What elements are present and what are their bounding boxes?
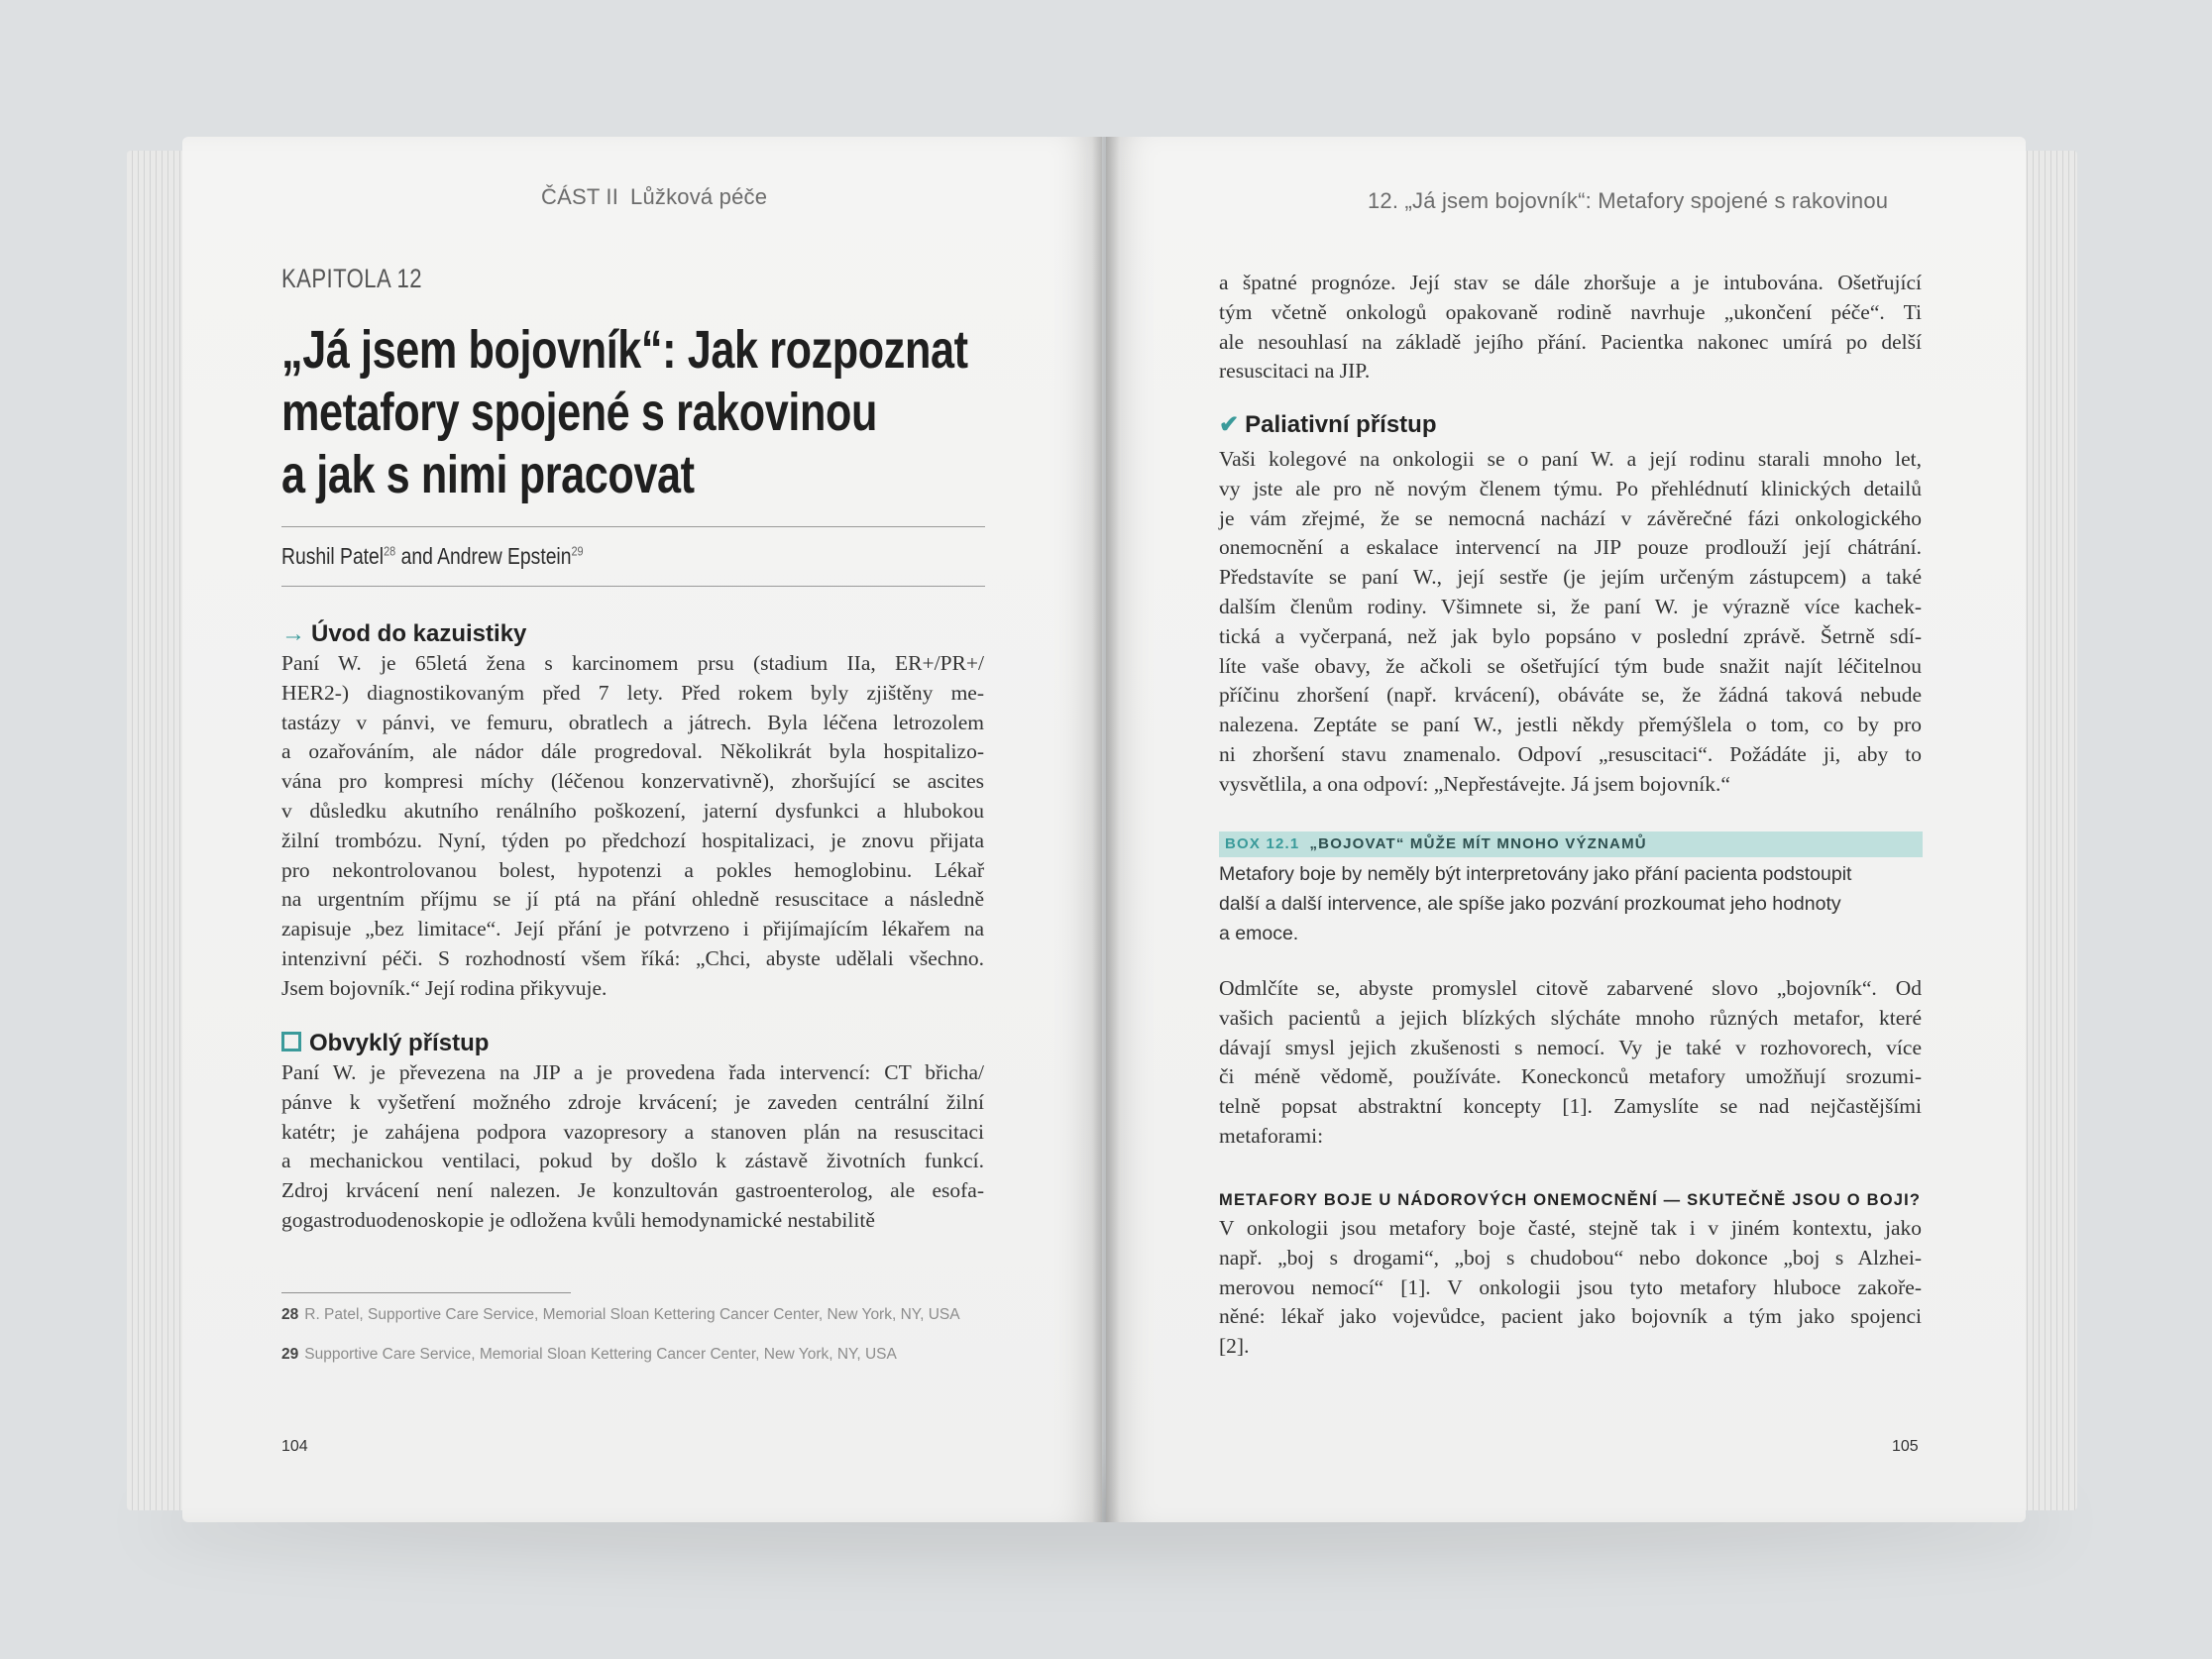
running-head-section: Lůžková péče	[630, 184, 768, 209]
left-running-head	[541, 184, 767, 210]
text-line: a ozařováním, ale nádor dále progredoval. Několikrát byla hospitalizo-	[281, 739, 984, 764]
footnote-number: 29	[281, 1346, 299, 1363]
checkmark-icon: ✔	[1219, 411, 1240, 438]
text-line: intenzivní péči. S rozhodností všem říká: „Chci, abyste udělali všechno.	[281, 945, 984, 970]
arrow-right-icon: →	[281, 620, 305, 647]
text-line: katétr; je zahájena podpora vazopresory a stanoven plán na resuscitaci	[281, 1119, 984, 1144]
box-number: BOX 12.1	[1225, 835, 1300, 852]
chapter-title-line: a jak s nimi pracovat	[281, 445, 695, 504]
text-line: resuscitaci na JIP.	[1219, 359, 1371, 384]
continued-paragraph	[1219, 269, 1922, 387]
section-heading-text: Úvod do kazuistiky	[311, 620, 527, 647]
running-head-part: ČÁST II	[541, 184, 619, 209]
chapter-label: KAPITOLA 12	[281, 264, 422, 293]
text-line: a špatné prognóze. Její stav se dále zhoršuje a je intubována. Ošetřující	[1219, 271, 1922, 294]
final-paragraph	[1219, 1214, 1922, 1362]
chapter-title-line: „Já jsem bojovník“: Jak rozpoznat	[281, 320, 968, 380]
book-gutter	[1092, 137, 1120, 1522]
text-line: gogastroduodenoskopie je odložena kvůli hemodynamické nestabilitě	[281, 1207, 875, 1232]
left-page-edges	[127, 151, 186, 1510]
text-line: onemocnění a eskalace intervencí na JIP pouze prodlouží její chátrání.	[1219, 535, 1922, 560]
text-line: v důsledku akutního renálního poškození, jaterní dysfunkci a hlubokou	[281, 798, 984, 823]
chapter-title-line: metafory spojené s rakovinou	[281, 383, 877, 442]
text-line: merovou nemocí“ [1]. V onkologii jsou tyto metafory hluboce zakoře-	[1219, 1274, 1922, 1299]
section-heading-text: Paliativní přístup	[1245, 411, 1437, 438]
text-line: HER2-) diagnostikovaným před 7 lety. Před rokem byly zjištěny me-	[281, 680, 984, 705]
text-line: Metafory boje by neměly být interpretovány jako přání pacienta podstoupit	[1219, 863, 1852, 885]
text-line: líte vaše obavy, že ačkoli se ošetřující tým bude snažit najít léčitelnou	[1219, 653, 1922, 678]
authors-line	[281, 543, 584, 570]
text-line: dalším členům rodiny. Všimnete si, že paní W. je výrazně více kachek-	[1219, 594, 1922, 618]
text-line: [2].	[1219, 1334, 1250, 1359]
footnote	[281, 1346, 985, 1364]
text-line: vysvětlila, a ona odpoví: „Nepřestávejte. Já jsem bojovník.“	[1219, 771, 1730, 796]
authors-rule	[281, 586, 985, 587]
text-line: pánve k vyšetření možného zdroje krvácení; je zaveden centrální žilní	[281, 1089, 984, 1114]
text-line: něné: lékař jako vojevůdce, pacient jako bojovník a tým jako spojenci	[1219, 1304, 1922, 1329]
author-connector: and	[400, 543, 433, 569]
section-heading-palliative	[1219, 410, 1436, 439]
author-name: Andrew Epstein	[437, 543, 572, 569]
right-page-edges	[2022, 151, 2077, 1510]
footnote-text: Supportive Care Service, Memorial Sloan Kettering Cancer Center, New York, NY, USA	[304, 1346, 897, 1363]
text-line: Představíte se paní W., její sestře (je jejím určeným zástupcem) a také	[1219, 565, 1922, 590]
page-number: 105	[1892, 1438, 1919, 1455]
text-line: Paní W. je převezena na JIP a je provedena řada intervencí: CT břicha/	[281, 1060, 984, 1084]
text-line: ale nesouhlasí na základě jejího přání. Pacientka nakonec umírá po delší	[1219, 329, 1922, 354]
text-line: a mechanickou ventilaci, pokud by došlo k zástavě životních funkcí.	[281, 1149, 984, 1173]
section-heading-usual	[281, 1030, 489, 1057]
subheading: METAFORY BOJE U NÁDOROVÝCH ONEMOCNĚNÍ — SKUTEČNĚ JSOU O BOJI?	[1219, 1191, 1922, 1209]
metaphors-paragraph	[1219, 974, 1922, 1152]
title-rule	[281, 526, 985, 527]
text-line: tická a vyčerpaná, než jak bylo popsáno v poslední zprávě. Šetrně sdí-	[1219, 623, 1922, 648]
text-line: Zdroj krvácení není nalezen. Je konzultován gastroenterolog, ale esofa-	[281, 1178, 984, 1203]
text-line: Jsem bojovník.“ Její rodina přikyvuje.	[281, 975, 608, 1000]
section-heading-intro	[281, 620, 526, 648]
text-line: zapisuje „bez limitace“. Její přání je potvrzeno i přijímajícím lékařem na	[281, 917, 984, 941]
left-page	[182, 137, 1102, 1522]
text-line: Odmlčíte se, abyste promyslel citově zabarvené slovo „bojovník“. Od	[1219, 976, 1922, 1000]
right-running-head: 12. „Já jsem bojovník“: Metafory spojené s rakovinou	[1368, 188, 1889, 213]
text-line: další a další intervence, ale spíše jako pozvání prozkoumat jeho hodnoty	[1219, 892, 1841, 915]
text-line: vána pro kompresi míchy (léčenou konzervativně), zhoršující se ascites	[281, 769, 984, 794]
usual-approach-paragraph	[281, 1058, 984, 1236]
text-line: a emoce.	[1219, 922, 1299, 944]
footnote-rule	[281, 1292, 571, 1293]
text-line: Vaši kolegové na onkologii se o paní W. a její rodinu starali mnoho let,	[1219, 447, 1922, 471]
box-content	[1219, 860, 1923, 948]
text-line: vy jste ale pro ně novým členem týmu. Po přehlédnutí klinických detailů	[1219, 476, 1922, 500]
text-line: tastázy v pánvi, ve femuru, obratlech a játrech. Byla léčena letrozolem	[281, 710, 984, 734]
page-number: 104	[281, 1438, 308, 1455]
text-line: V onkologii jsou metafory boje časté, stejně tak i v jiném kontextu, jako	[1219, 1216, 1922, 1240]
footnote	[281, 1306, 985, 1324]
text-line: metaforami:	[1219, 1123, 1324, 1148]
text-line: ni zhoršení stavu znamenalo. Odpoví „resuscitaci“. Požádáte ji, aby to	[1219, 741, 1922, 766]
right-page	[1106, 137, 2026, 1522]
text-line: či méně vědomě, používáte. Koneckonců metafory umožňují srozumi-	[1219, 1064, 1922, 1089]
intro-paragraph	[281, 649, 984, 1004]
text-line: např. „boj s drogami“, „boj s chudobou“ nebo dokonce „boj s Alzhei-	[1219, 1245, 1922, 1270]
author-footnote-ref[interactable]: 29	[571, 543, 584, 559]
text-line: tým včetně onkologů opakovaně rodině navrhuje „ukončení péče“. Ti	[1219, 299, 1922, 324]
text-line: je vám zřejmé, že se nemocná nachází v závěrečné fázi onkologického	[1219, 505, 1922, 530]
footnote-text: R. Patel, Supportive Care Service, Memorial Sloan Kettering Cancer Center, New York, NY, USA	[304, 1306, 960, 1323]
text-line: telně popsat abstraktní koncepty [1]. Zamyslíte se nad nejčastějšími	[1219, 1094, 1922, 1119]
text-line: vašich pacientů a jejich blízkých slýcháte mnoho různých metafor, které	[1219, 1005, 1922, 1030]
footnote-number: 28	[281, 1306, 299, 1323]
author-name: Rushil Patel	[281, 543, 385, 569]
palliative-paragraph	[1219, 445, 1922, 800]
chapter-title	[281, 319, 979, 506]
text-line: příčinu zhoršení (např. krvácení), obáváte se, že žádná taková nebude	[1219, 683, 1922, 708]
text-line: žilní trombózu. Nyní, týden po předchozí hospitalizaci, je znovu přijata	[281, 828, 984, 852]
text-line: nalezena. Zeptáte se paní W., jestli někdy přemýšlela o tom, co by pro	[1219, 713, 1922, 737]
box-header	[1219, 831, 1923, 857]
text-line: na urgentním příjmu se jí ptá na přání ohledně resuscitace a následně	[281, 887, 984, 912]
author-footnote-ref[interactable]: 28	[384, 543, 396, 559]
text-line: dávají smysl jejich zkušenosti s nemocí. Vy je také v rozhovorech, více	[1219, 1035, 1922, 1059]
text-line: pro nekontrolovanou bolest, hypotenzi a pokles hemoglobinu. Lékař	[281, 857, 984, 882]
section-heading-text: Obvyklý přístup	[309, 1030, 490, 1056]
square-outline-icon	[281, 1032, 301, 1051]
box-title: „BOJOVAT“ MŮŽE MÍT MNOHO VÝZNAMŮ	[1309, 835, 1647, 852]
text-line: Paní W. je 65letá žena s karcinomem prsu (stadium IIa, ER+/PR+/	[281, 651, 984, 675]
